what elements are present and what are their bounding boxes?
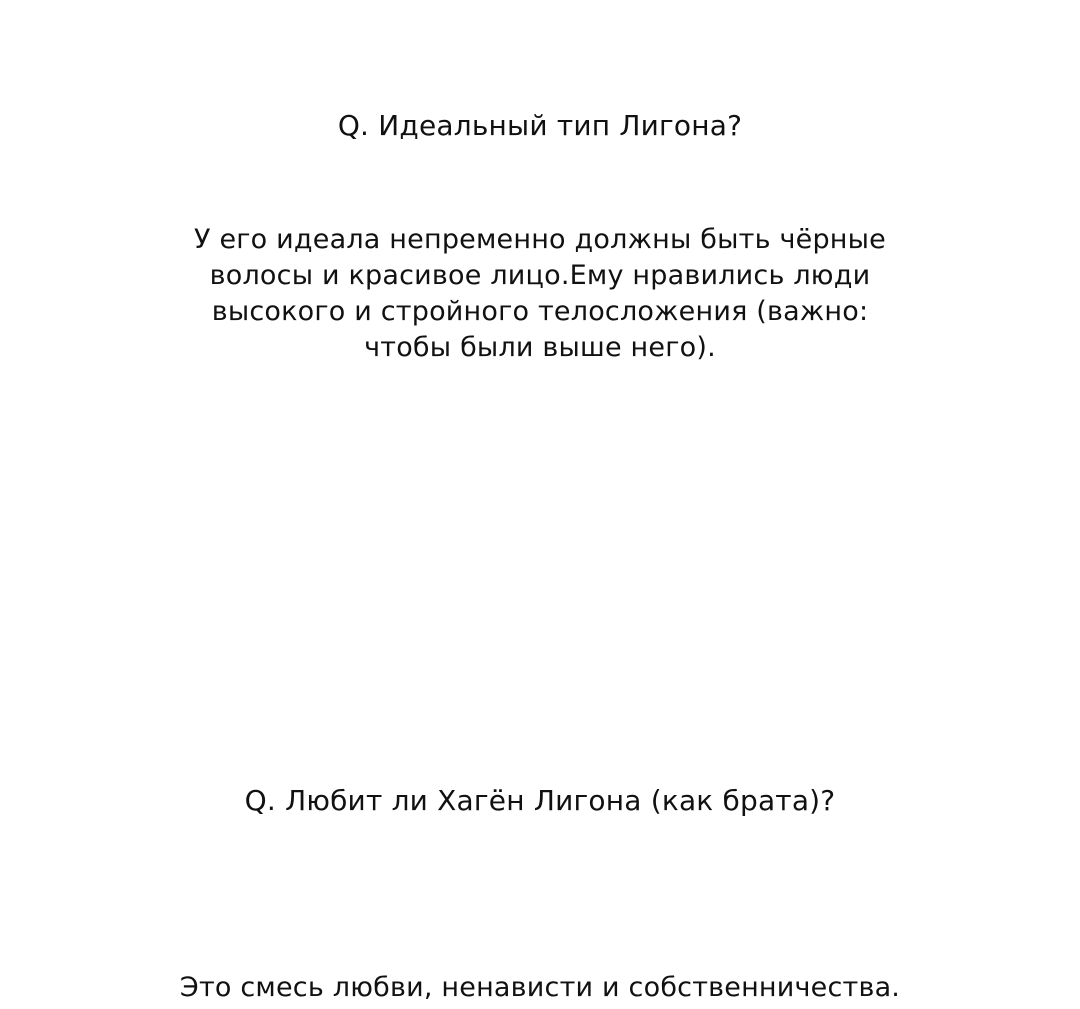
answer-line: волосы и красивое лицо.Ему нравились люди <box>209 260 871 291</box>
question-ideal-type: Q. Идеальный тип Лигона? <box>337 109 743 142</box>
answer-hagen-loves-ligon <box>0 970 1080 1006</box>
answer-ideal-type <box>0 222 1080 366</box>
answer-line: чтобы были выше него). <box>364 332 716 363</box>
question-hagen-loves-ligon: Q. Любит ли Хагён Лигона (как брата)? <box>244 784 836 817</box>
answer-line: У его идеала непременно должны быть чёрные <box>194 224 886 255</box>
answer-line: высокого и стройного телосложения (важно: <box>211 296 869 327</box>
answer-line: Это смесь любви, ненависти и собственничества. <box>179 972 901 1003</box>
